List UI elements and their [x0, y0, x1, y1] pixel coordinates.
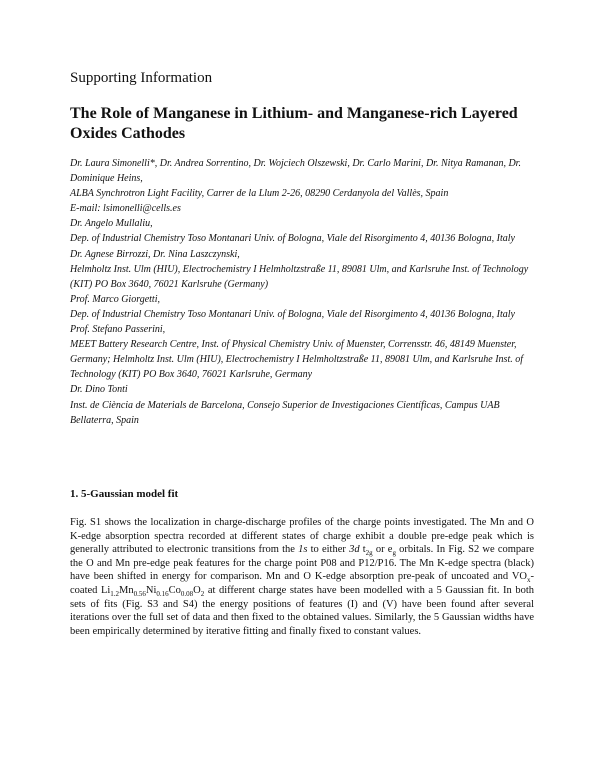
authors-alba: Dr. Laura Simonelli*, Dr. Andrea Sorrentino, Dr. Wojciech Olszewski, Dr. Carlo Marini, Dr. Nitya Ramanan, Dr. Dominique Heins,	[70, 158, 521, 185]
paper-title: The Role of Manganese in Lithium- and Manganese-rich Layered Oxides Cathodes	[70, 105, 518, 142]
affiliation-alba: ALBA Synchrotron Light Facility, Carrer de la Llum 2-26, 08290 Cerdanyola del Vallès, Spain	[70, 188, 449, 200]
affiliation-icmab: Inst. de Ciència de Materials de Barcelona, Consejo Superior de Investigaciones Científicas, Campus UAB Bellaterra, Spain	[70, 399, 500, 426]
author-passerini: Prof. Stefano Passerini,	[70, 324, 166, 336]
affiliation-bologna-1: Dep. of Industrial Chemistry Toso Montanari Univ. of Bologna, Viale del Risorgimento 4, 40136 Bologna, Italy	[70, 233, 515, 245]
affiliation-bologna-2: Dep. of Industrial Chemistry Toso Montanari Univ. of Bologna, Viale del Risorgimento 4, 40136 Bologna, Italy	[70, 308, 515, 320]
affiliation-meet: MEET Battery Research Centre, Inst. of Physical Chemistry Univ. of Muenster, Corrensstr. 46, 48149 Muenster, Germany; Helmholtz Inst. Ulm (HIU), Electrochemistry I Helmholtzstraße 11, 89081 Ulm, and Karlsruhe Inst. of Technology (KIT) PO Box 3640, 76021 Karlsruhe, Germany	[70, 339, 524, 381]
authors-hiu: Dr. Agnese Birrozzi, Dr. Nina Laszczynski,	[70, 248, 240, 260]
author-affiliations	[70, 156, 540, 428]
section-body	[70, 516, 534, 638]
author-mullaliu: Dr. Angelo Mullaliu,	[70, 218, 153, 230]
author-giorgetti: Prof. Marco Giorgetti,	[70, 293, 160, 305]
author-tonti: Dr. Dino Tonti	[70, 384, 128, 396]
supporting-information-label: Supporting Information	[70, 70, 213, 86]
contact-email: E-mail: lsimonelli@cells.es	[70, 203, 181, 215]
affiliation-hiu: Helmholtz Inst. Ulm (HIU), Electrochemistry I Helmholtzstraße 11, 89081 Ulm, and Karlsruhe Inst. of Technology (KIT) PO Box 3640, 76021 Karlsruhe (Germany)	[70, 263, 529, 290]
body-paragraph: Fig. S1 shows the localization in charge-discharge profiles of the charge points investigated. The Mn and O K-edge absorption spectra recorded at different states of charge exhibit a double pre-edge peak which is generally attributed to electronic transitions from the 1s to either 3d $t_{2g}$ or $e_g$ orbitals. In Fig. S2 we compare the O and Mn pre-edge peak features for the charge point P08 and P12/P16. The Mn K-edge spectra (black) have been shifted in energy for comparison. Mn and O K-edge absorption pre-peak of uncoated and $VO_x$-coated $Li_{1.2}Mn_{0.56}Ni_{0.16}Co_{0.08}O_2$ at different charge states have been modelled with a 5 Gaussian fit. In both sets of fits (Fig. S3 and S4) the energy positions of features (I) and (V) have been found after several iterations over the full set of data and then fixed to the obtained values. Similarly, the 5 Gaussian widths have been empirically determined by iterative fitting and finally fixed to constant values.	[70, 517, 534, 637]
section-heading: 1. 5-Gaussian model fit	[70, 488, 179, 500]
